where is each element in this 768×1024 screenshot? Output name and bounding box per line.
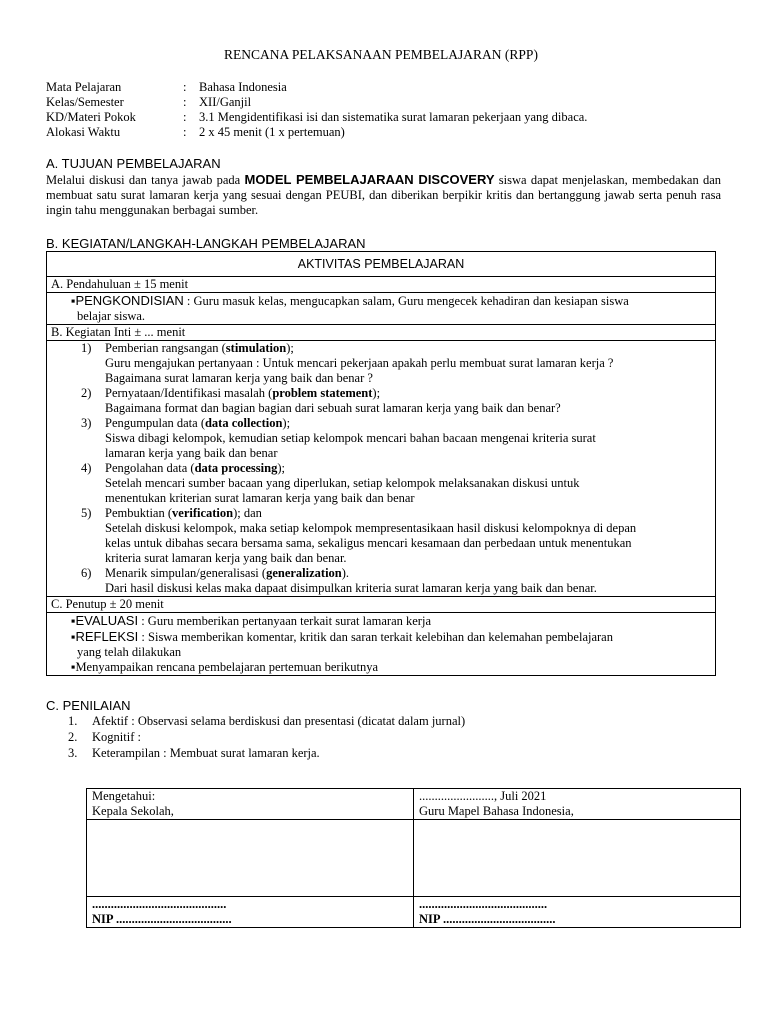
step-text: Pernyataan/Identifikasi masalah ( (105, 386, 273, 400)
meta-row-class (46, 95, 587, 110)
step-bold: stimulation (225, 341, 287, 355)
step-text: Menarik simpulan/generalisasi ( (105, 566, 267, 580)
meta-value: XII/Ganjil (199, 95, 252, 109)
table-header: AKTIVITAS PEMBELAJARAN (47, 252, 716, 277)
step-text: ); (277, 461, 285, 475)
list-item (51, 341, 711, 386)
bullet-bold: REFLEKSI (75, 629, 139, 644)
step-bold: problem statement (272, 386, 373, 400)
inti-heading: B. Kegiatan Inti ± ... menit (47, 325, 716, 341)
penutup-content (47, 613, 716, 676)
step-bold: data collection (204, 416, 283, 430)
step-text: ); (286, 341, 294, 355)
meta-label: Mata Pelajaran (46, 80, 122, 94)
teacher-label: Guru Mapel Bahasa Indonesia, (419, 804, 574, 818)
step-number: 1) (81, 341, 92, 355)
item-text: Kognitif : (92, 730, 141, 744)
step-text: Pembuktian ( (105, 506, 173, 520)
item-number: 2. (68, 730, 78, 744)
bullet-text: : Guru memberikan pertanyaan terkait surat lamaran kerja (138, 614, 431, 628)
meta-row-time (46, 125, 587, 140)
list-item (51, 416, 711, 461)
meta-row-subject (46, 80, 587, 95)
list-item (68, 746, 465, 762)
bullet-item: ▪Menyampaikan rencana pembelajaran pertemuan berikutnya (71, 660, 379, 674)
step-line: Dari hasil diskusi kelas maka dapaat disimpulkan kriteria surat lamaran kerja yang baik dan benar. (105, 581, 597, 595)
step-line: Setelah diskusi kelompok, maka setiap kelompok mempresentasikaan hasil diskusi kelompoknya di depan (105, 521, 637, 535)
paragraph-text: siswa dapat menjelaskan, membedakan dan membuat satu surat lamaran kerja yang sesuai dengan PEUBI, dan diberikan berpikir kritis dan bertanggung jawab serta penuh rasa ingin tahu menggunakan berbagai sumber. (46, 173, 722, 217)
inti-content (47, 341, 716, 597)
step-line: Setelah mencari sumber bacaan yang diperlukan, setiap kelompok melaksanakan diskusi untuk (105, 476, 580, 490)
step-number: 2) (81, 386, 92, 400)
meta-label: KD/Materi Pokok (46, 110, 136, 124)
step-line: Bagaimana format dan bagian bagian dari sebuah surat lamaran kerja yang baik dan benar? (105, 401, 561, 415)
document-title: RENCANA PELAKSANAAN PEMBELAJARAN (RPP) (224, 47, 538, 62)
item-number: 1. (68, 714, 78, 728)
step-line: Siswa dibagi kelompok, kemudian setiap kelompok mencari bahan bacaan mengenai kriteria surat (105, 431, 596, 445)
step-bold: generalization (266, 566, 342, 580)
meta-row-kd (46, 110, 587, 125)
bullet-item: ▪PENGKONDISIAN : Guru masuk kelas, mengucapkan salam, Guru mengecek kehadiran dan kesiapan siswa (71, 293, 629, 308)
bullet-continuation: belajar siswa. (77, 309, 146, 323)
signature-table (86, 788, 741, 928)
signature-left-name (87, 897, 414, 928)
bullet-item: ▪EVALUASI : Guru memberikan pertanyaan terkait surat lamaran kerja (71, 613, 431, 628)
name-dots: ......................................... (419, 897, 548, 911)
steps-list (51, 341, 711, 596)
step-line: Bagaimana surat lamaran kerja yang baik dan benar ? (105, 371, 373, 385)
bullet-bold: EVALUASI (75, 613, 139, 628)
section-a-heading: A. TUJUAN PEMBELAJARAN (46, 156, 221, 171)
step-line: lamaran kerja yang baik dan benar (105, 446, 278, 460)
step-number: 4) (81, 461, 92, 475)
step-text: Pengumpulan data ( (105, 416, 205, 430)
signature-space-left (87, 820, 414, 897)
step-number: 5) (81, 506, 92, 520)
bullet-continuation: yang telah dilakukan (77, 645, 182, 659)
section-c-heading: C. PENILAIAN (46, 698, 131, 713)
bullet-bold: PENGKONDISIAN (75, 293, 184, 308)
assessment-list (68, 714, 465, 762)
penutup-heading: C. Penutup ± 20 menit (47, 597, 716, 613)
section-b-heading: B. KEGIATAN/LANGKAH-LANGKAH PEMBELAJARAN (46, 236, 366, 251)
nip-field: NIP ..................................... (92, 912, 232, 926)
name-dots: ........................................... (92, 897, 227, 911)
step-line: menentukan kriterian surat lamaran kerja yang baik dan benar (105, 491, 415, 505)
step-bold: data processing (194, 461, 278, 475)
item-text: Afektif : Observasi selama berdiskusi dan presentasi (dicatat dalam jurnal) (92, 714, 466, 728)
activity-table (46, 251, 716, 676)
meta-colon: : (183, 95, 187, 109)
principal-label: Kepala Sekolah, (92, 804, 174, 818)
step-line: kriteria surat lamaran kerja yang baik dan benar. (105, 551, 347, 565)
signature-left-header (87, 789, 414, 820)
signature-space-right (414, 820, 741, 897)
place-date: ........................, Juli 2021 (419, 789, 547, 803)
meta-block (46, 80, 587, 140)
signature-right-name (414, 897, 741, 928)
model-name: MODEL PEMBELAJARAAN DISCOVERY (244, 172, 495, 187)
bullet-text: : Siswa memberikan komentar, kritik dan saran terkait kelebihan dan kelemahan pembelajaran (138, 630, 613, 644)
step-text: ); (372, 386, 381, 400)
step-text: ); dan (233, 506, 262, 520)
list-item (51, 386, 711, 416)
list-item (68, 730, 465, 746)
meta-value: Bahasa Indonesia (199, 80, 287, 94)
step-text: ); (282, 416, 291, 430)
pendahuluan-content (47, 293, 716, 325)
meta-label: Kelas/Semester (46, 95, 124, 109)
step-line: kelas untuk dibahas secara bersama sama, sekaligus mencari kesamaan dan perbedaan untuk menentukan (105, 536, 632, 550)
nip-field: NIP .................................... (419, 912, 556, 926)
acknowledged-label: Mengetahui: (92, 789, 156, 803)
step-text: Pemberian rangsangan ( (105, 341, 226, 355)
meta-value: 2 x 45 menit (1 x pertemuan) (199, 125, 345, 139)
step-text: Pengolahan data ( (105, 461, 195, 475)
signature-right-header (414, 789, 741, 820)
step-text: ). (341, 566, 350, 580)
step-line: Guru mengajukan pertanyaan : Untuk mencari pekerjaan apakah perlu membuat surat lamaran kerja ? (105, 356, 614, 370)
meta-value: 3.1 Mengidentifikasi isi dan sistematika surat lamaran pekerjaan yang dibaca. (199, 110, 588, 124)
meta-colon: : (183, 80, 187, 94)
meta-colon: : (183, 110, 187, 124)
item-number: 3. (68, 746, 78, 760)
list-item (51, 506, 711, 566)
item-text: Keterampilan : Membuat surat lamaran kerja. (92, 746, 320, 760)
meta-colon: : (183, 125, 187, 139)
step-number: 3) (81, 416, 92, 430)
meta-label: Alokasi Waktu (46, 125, 121, 139)
section-a-paragraph (46, 172, 721, 218)
step-bold: verification (172, 506, 234, 520)
list-item (51, 566, 711, 596)
bullet-text: : Guru masuk kelas, mengucapkan salam, Guru mengecek kehadiran dan kesiapan siswa (183, 294, 629, 308)
bullet-text: Menyampaikan rencana pembelajaran pertemuan berikutnya (75, 660, 379, 674)
step-number: 6) (81, 566, 92, 580)
bullet-item: ▪REFLEKSI : Siswa memberikan komentar, kritik dan saran terkait kelebihan dan kelemahan pembelajaran (71, 629, 613, 644)
paragraph-text: Melalui diskusi dan tanya jawab pada (46, 173, 245, 187)
pendahuluan-heading: A. Pendahuluan ± 15 menit (47, 277, 716, 293)
list-item (68, 714, 465, 730)
list-item (51, 461, 711, 506)
